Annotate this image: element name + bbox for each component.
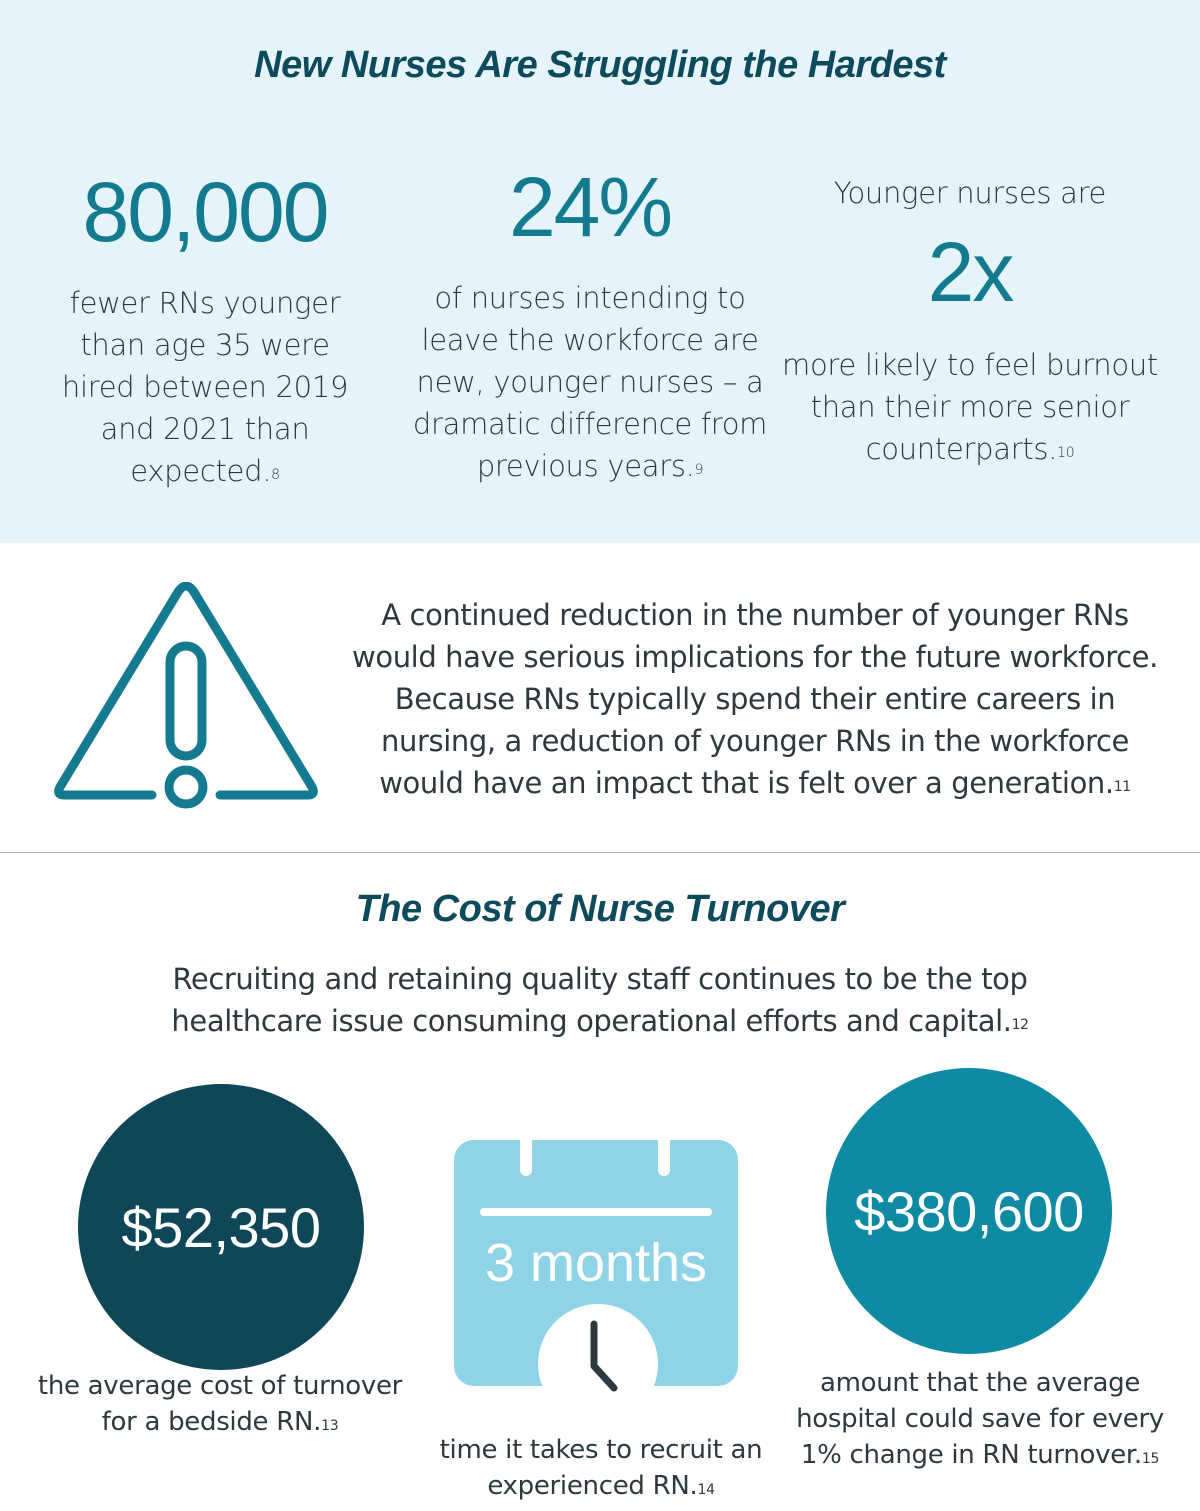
- section-title-new-nurses: New Nurses Are Struggling the Hardest: [254, 44, 946, 86]
- recruit-time-value: 3 months: [484, 1233, 708, 1293]
- caption-savings: amount that the average hospital could save for every 1% change in RN turnover.$^{15}$: [796, 1368, 1164, 1470]
- stat-description: fewer RNs younger than age 35 were hired between 2019 and 2021 than expected.$^8$: [61, 286, 349, 488]
- footnote-ref: 8: [271, 467, 280, 483]
- savings-value: $380,600: [854, 1179, 1084, 1243]
- footnote-ref: 14: [697, 1482, 715, 1498]
- stat-description: more likely to feel burnout than their more senior counterparts.$^{10}$: [782, 348, 1158, 466]
- caption-recruit-time: time it takes to recruit an experienced RN.$^{14}$: [439, 1435, 763, 1501]
- stat-lead: Younger nurses are: [833, 176, 1107, 210]
- warning-text: A continued reduction in the number of younger RNs would have serious implications for the future workforce. Because RNs typically spend their entire careers in nursing, a reduction of younger RNs in the workforce would have an impact that is felt over a generation.$^{11}$: [352, 598, 1158, 800]
- section-divider: [0, 852, 1200, 853]
- stat-value: 80,000: [82, 165, 328, 259]
- calendar-ring: [520, 1134, 532, 1176]
- stat-24-percent: [410, 160, 770, 487]
- caption-turnover-cost: the average cost of turnover for a bedside RN.$^{13}$: [37, 1371, 403, 1437]
- cost-intro: Recruiting and retaining quality staff continues to be the top healthcare issue consuming operational efforts and capital.$^{12}$: [171, 962, 1029, 1038]
- footnote-ref: 10: [1057, 445, 1075, 461]
- footnote-ref: 13: [321, 1418, 339, 1434]
- warning-triangle-icon: [52, 582, 320, 812]
- footnote-ref: 12: [1011, 1017, 1029, 1033]
- stat-2x: [780, 172, 1160, 470]
- section-title-cost: The Cost of Nurse Turnover: [355, 888, 845, 930]
- calendar-ring: [658, 1134, 670, 1176]
- clock-icon: [534, 1300, 662, 1428]
- footnote-ref: 15: [1141, 1451, 1160, 1467]
- calendar-bar: [480, 1208, 712, 1216]
- stat-description: of nurses intending to leave the workforce are new, younger nurses – a dramatic difference from previous years.$^9$: [412, 281, 768, 483]
- stat-value: 24%: [508, 160, 672, 254]
- cost-circle-savings: [826, 1068, 1112, 1354]
- cost-circle-turnover: [78, 1084, 364, 1370]
- stat-value: 2x: [927, 225, 1013, 319]
- footnote-ref: 9: [694, 462, 704, 478]
- footnote-ref: 11: [1113, 779, 1131, 795]
- stat-80000: [45, 165, 365, 492]
- cost-value: $52,350: [121, 1195, 321, 1259]
